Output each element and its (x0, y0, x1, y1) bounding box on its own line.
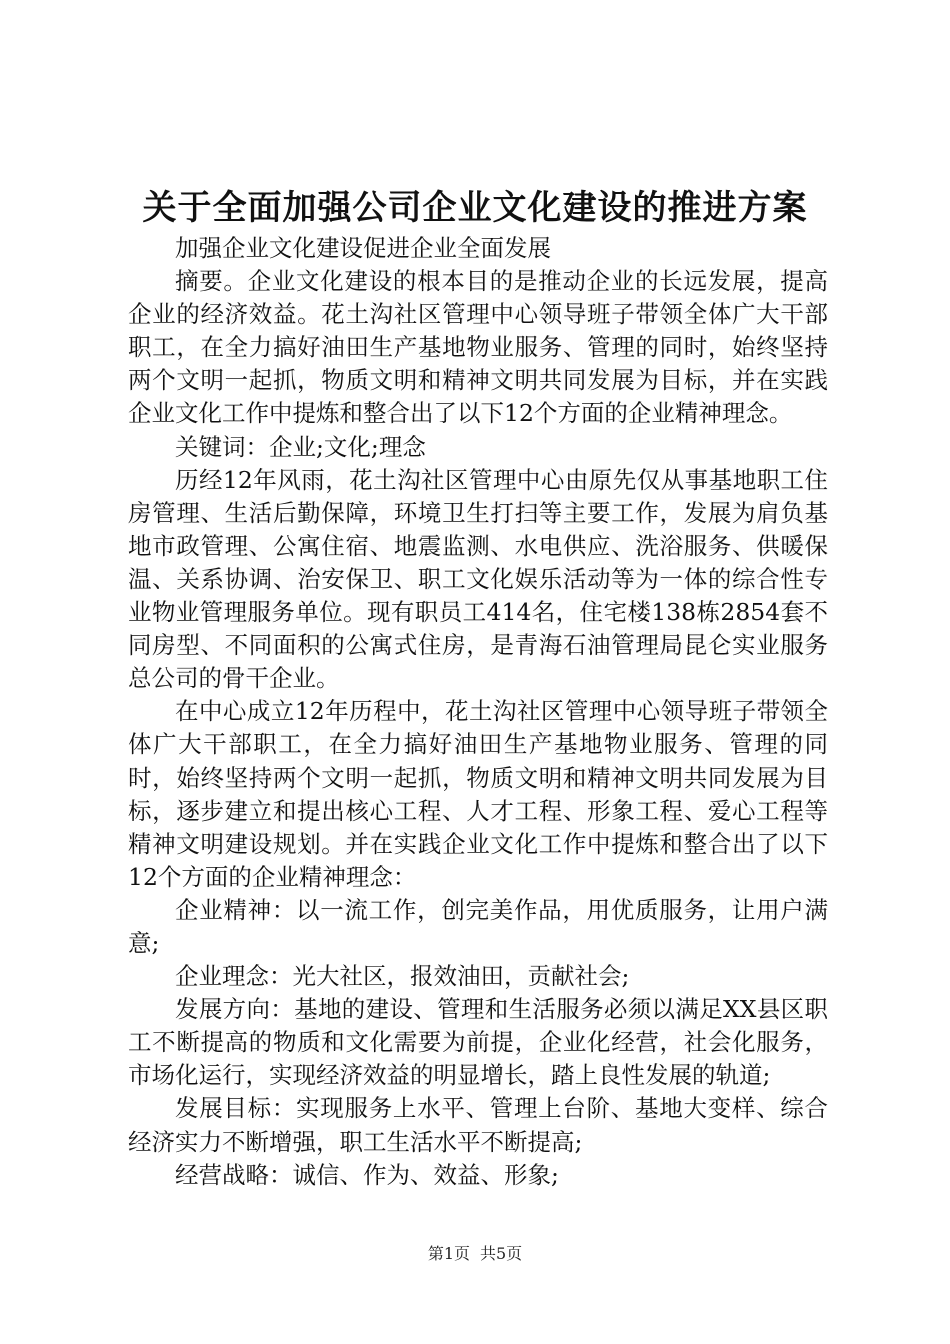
business-strategy-paragraph: 经营战略：诚信、作为、效益、形象; (175, 1160, 559, 1189)
development-paragraph: 在中心成立12年历程中，花土沟社区管理中心领导班子带领全体广大干部职工，在全力搞好油田生产基地物业服务、管理的同时，始终坚持两个文明一起抓，物质文明和精神文明共同发展为目标，逐步建立和提出核心工程、人才工程、形象工程、爱心工程等精神文明建设规划。并在实践企业文化工作中提炼和整合出了以下12个方面的企业精神理念： (128, 697, 828, 891)
development-goal-paragraph: 发展目标：实现服务上水平、管理上台阶、基地大变样、综合经济实力不断增强，职工生活水平不断提高; (128, 1094, 828, 1156)
keywords-paragraph: 关键词：企业;文化;理念 (175, 432, 426, 461)
history-paragraph: 历经12年风雨，花土沟社区管理中心由原先仅从事基地职工住房管理、生活后勤保障，环境卫生打扫等主要工作，发展为肩负基地市政管理、公寓住宿、地震监测、水电供应、洗浴服务、供暖保温、关系协调、治安保卫、职工文化娱乐活动等为一体的综合性专业物业管理服务单位。现有职员工414名，住宅楼138栋2854套不同房型、不同面积的公寓式住房，是青海石油管理局昆仑实业服务总公司的骨干企业。 (128, 465, 828, 693)
document-title: 关于全面加强公司企业文化建设的推进方案 (142, 188, 808, 228)
page-number: 第1页 (427, 1244, 470, 1263)
page-total: 共5页 (480, 1244, 523, 1263)
document-body (128, 232, 828, 1192)
development-direction-paragraph: 发展方向：基地的建设、管理和生活服务必须以满足XX县区职工不断提高的物质和文化需要为前提，企业化经营，社会化服务，市场化运行，实现经济效益的明显增长，踏上良性发展的轨道; (128, 995, 828, 1090)
abstract-paragraph: 摘要。企业文化建设的根本目的是推动企业的长远发展，提高企业的经济效益。花土沟社区管理中心领导班子带领全体广大干部职工，在全力搞好油田生产基地物业服务、管理的同时，始终坚持两个文明一起抓，物质文明和精神文明共同发展为目标，并在实践企业文化工作中提炼和整合出了以下12个方面的企业精神理念。 (128, 267, 828, 428)
enterprise-philosophy-paragraph: 企业理念：光大社区，报效油田，贡献社会; (175, 962, 630, 991)
subtitle-paragraph: 加强企业文化建设促进企业全面发展 (175, 234, 551, 262)
enterprise-spirit-paragraph: 企业精神：以一流工作，创完美作品，用优质服务，让用户满意; (128, 895, 828, 957)
page-footer (0, 1243, 950, 1265)
